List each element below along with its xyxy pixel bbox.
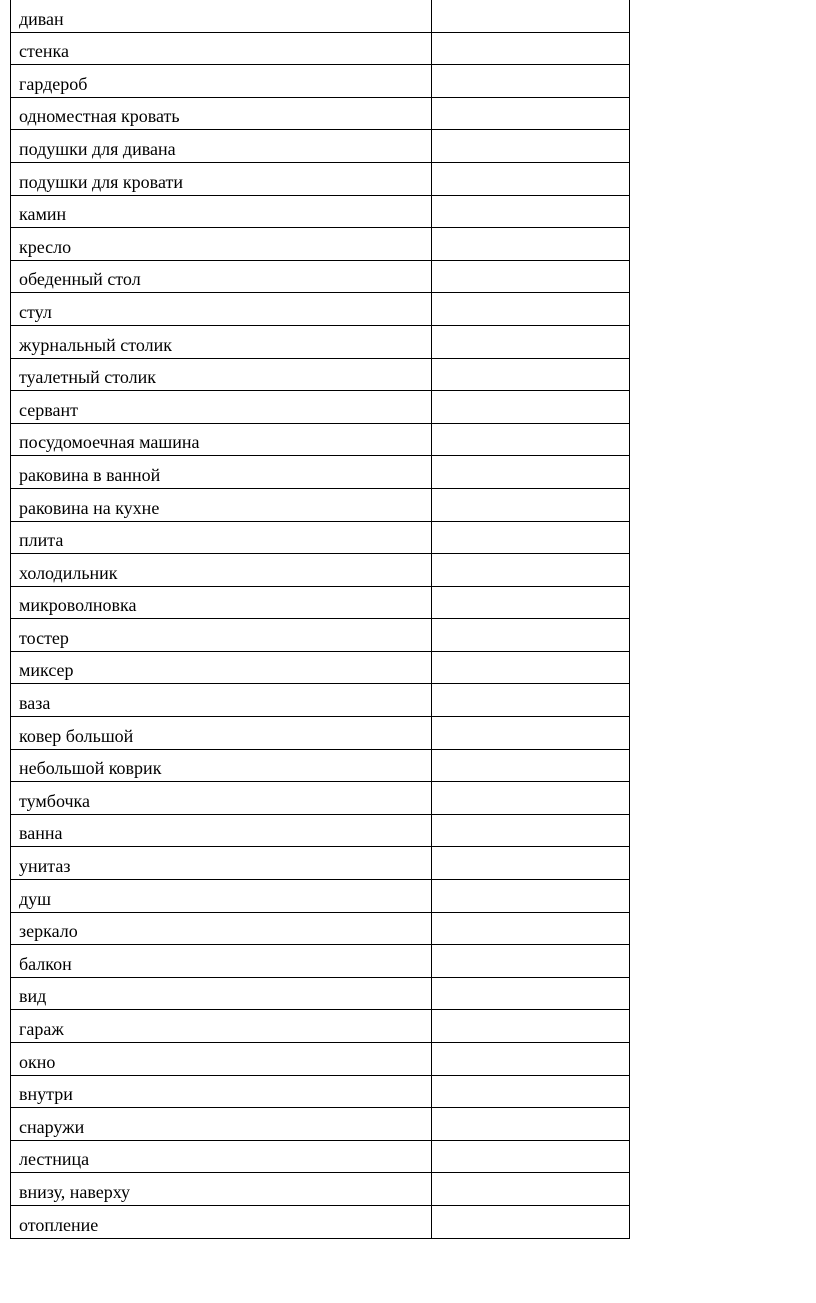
table-row — [11, 423, 630, 456]
table-row — [11, 847, 630, 880]
word-cell: отопление — [11, 1205, 432, 1238]
table-row — [11, 0, 630, 32]
vocabulary-table-body — [11, 0, 630, 1238]
answer-cell — [432, 651, 630, 684]
table-row — [11, 554, 630, 587]
table-row — [11, 325, 630, 358]
answer-cell — [432, 1140, 630, 1173]
word-cell: гардероб — [11, 65, 432, 98]
answer-cell — [432, 195, 630, 228]
word-cell: одноместная кровать — [11, 97, 432, 130]
answer-cell — [432, 684, 630, 717]
word-cell: подушки для дивана — [11, 130, 432, 163]
answer-cell — [432, 782, 630, 815]
table-row — [11, 1010, 630, 1043]
word-cell: сервант — [11, 391, 432, 424]
word-cell: диван — [11, 0, 432, 32]
answer-cell — [432, 456, 630, 489]
table-row — [11, 912, 630, 945]
answer-cell — [432, 1043, 630, 1076]
answer-cell — [432, 814, 630, 847]
table-row — [11, 945, 630, 978]
table-row — [11, 260, 630, 293]
word-cell: обеденный стол — [11, 260, 432, 293]
answer-cell — [432, 358, 630, 391]
answer-cell — [432, 880, 630, 913]
table-row — [11, 1140, 630, 1173]
answer-cell — [432, 488, 630, 521]
table-row — [11, 619, 630, 652]
table-row — [11, 391, 630, 424]
word-cell: журнальный столик — [11, 325, 432, 358]
table-row — [11, 586, 630, 619]
word-cell: плита — [11, 521, 432, 554]
answer-cell — [432, 260, 630, 293]
answer-cell — [432, 65, 630, 98]
word-cell: туалетный столик — [11, 358, 432, 391]
answer-cell — [432, 32, 630, 65]
table-row — [11, 456, 630, 489]
word-cell: внутри — [11, 1075, 432, 1108]
table-row — [11, 651, 630, 684]
word-cell: ваза — [11, 684, 432, 717]
table-row — [11, 1108, 630, 1141]
answer-cell — [432, 1173, 630, 1206]
table-row — [11, 1043, 630, 1076]
answer-cell — [432, 325, 630, 358]
answer-cell — [432, 717, 630, 750]
vocabulary-table — [10, 0, 630, 1239]
answer-cell — [432, 1075, 630, 1108]
answer-cell — [432, 945, 630, 978]
answer-cell — [432, 1010, 630, 1043]
word-cell: балкон — [11, 945, 432, 978]
word-cell: раковина в ванной — [11, 456, 432, 489]
answer-cell — [432, 619, 630, 652]
word-cell: холодильник — [11, 554, 432, 587]
table-row — [11, 880, 630, 913]
table-row — [11, 782, 630, 815]
table-row — [11, 358, 630, 391]
word-cell: раковина на кухне — [11, 488, 432, 521]
table-row — [11, 1075, 630, 1108]
word-cell: камин — [11, 195, 432, 228]
answer-cell — [432, 228, 630, 261]
answer-cell — [432, 521, 630, 554]
answer-cell — [432, 977, 630, 1010]
table-row — [11, 521, 630, 554]
answer-cell — [432, 423, 630, 456]
answer-cell — [432, 554, 630, 587]
word-cell: тостер — [11, 619, 432, 652]
word-cell: унитаз — [11, 847, 432, 880]
table-row — [11, 293, 630, 326]
word-cell: ковер большой — [11, 717, 432, 750]
answer-cell — [432, 912, 630, 945]
table-row — [11, 162, 630, 195]
word-cell: подушки для кровати — [11, 162, 432, 195]
word-cell: душ — [11, 880, 432, 913]
answer-cell — [432, 0, 630, 32]
word-cell: лестница — [11, 1140, 432, 1173]
table-row — [11, 228, 630, 261]
table-row — [11, 749, 630, 782]
answer-cell — [432, 391, 630, 424]
table-row — [11, 97, 630, 130]
table-row — [11, 1205, 630, 1238]
word-cell: стенка — [11, 32, 432, 65]
table-row — [11, 488, 630, 521]
answer-cell — [432, 130, 630, 163]
answer-cell — [432, 1205, 630, 1238]
answer-cell — [432, 1108, 630, 1141]
table-row — [11, 32, 630, 65]
word-cell: гараж — [11, 1010, 432, 1043]
table-row — [11, 684, 630, 717]
table-row — [11, 977, 630, 1010]
table-row — [11, 814, 630, 847]
word-cell: зеркало — [11, 912, 432, 945]
word-cell: небольшой коврик — [11, 749, 432, 782]
word-cell: окно — [11, 1043, 432, 1076]
answer-cell — [432, 847, 630, 880]
table-row — [11, 717, 630, 750]
answer-cell — [432, 162, 630, 195]
word-cell: вид — [11, 977, 432, 1010]
answer-cell — [432, 749, 630, 782]
answer-cell — [432, 293, 630, 326]
word-cell: ванна — [11, 814, 432, 847]
word-cell: микроволновка — [11, 586, 432, 619]
word-cell: миксер — [11, 651, 432, 684]
word-cell: внизу, наверху — [11, 1173, 432, 1206]
table-row — [11, 130, 630, 163]
word-cell: снаружи — [11, 1108, 432, 1141]
answer-cell — [432, 586, 630, 619]
table-row — [11, 1173, 630, 1206]
word-cell: посудомоечная машина — [11, 423, 432, 456]
answer-cell — [432, 97, 630, 130]
word-cell: кресло — [11, 228, 432, 261]
word-cell: тумбочка — [11, 782, 432, 815]
table-row — [11, 65, 630, 98]
word-cell: стул — [11, 293, 432, 326]
table-row — [11, 195, 630, 228]
